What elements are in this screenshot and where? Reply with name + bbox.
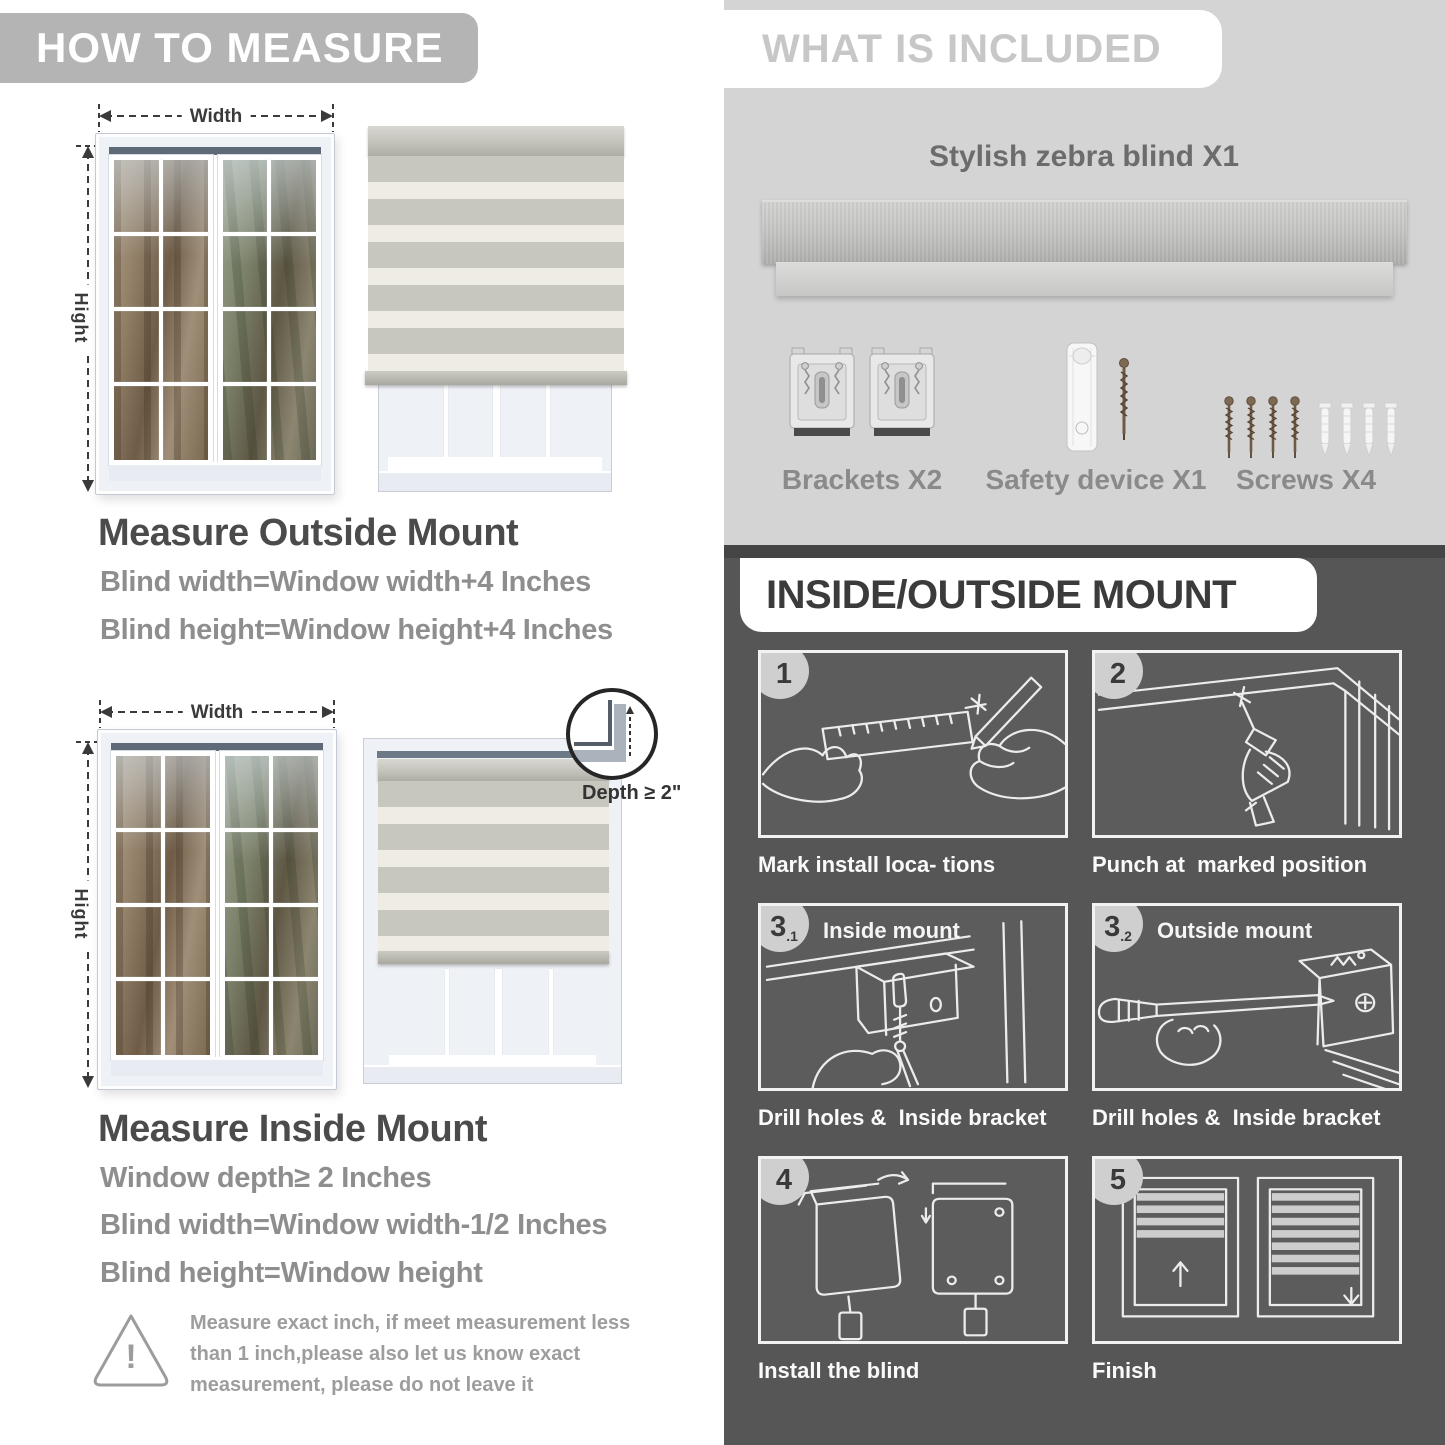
blind-headrail-inside — [378, 759, 609, 781]
step-1-caption: Mark install loca- tions — [758, 852, 996, 877]
brackets-caption: Brackets X2 — [781, 464, 943, 495]
zebra-blind-inside — [378, 781, 609, 951]
mullion — [114, 382, 208, 386]
magnifier-circle-icon — [566, 688, 658, 780]
what-is-included-title: WHAT IS INCLUDED — [762, 26, 1162, 71]
window-sill — [109, 462, 321, 481]
window-glass — [389, 969, 605, 1055]
window-sash-right — [220, 751, 324, 1060]
blind-bottomrail-inside — [378, 951, 609, 964]
step-3-1-title: Inside mount — [823, 918, 960, 943]
width-label: Width — [182, 106, 251, 128]
step-2-caption: Punch at marked position — [1092, 852, 1368, 877]
mullion — [493, 385, 500, 459]
mullion — [546, 385, 550, 459]
warning-text: Measure exact inch, if meet measurement less than 1 inch,please also let us know exact measurement, please do not leave it — [190, 1312, 631, 1396]
step-number: 5 — [1109, 1163, 1127, 1196]
measurement-warning — [90, 1308, 650, 1401]
bracket-icon — [868, 346, 936, 440]
safety-device-icon — [1060, 340, 1106, 456]
width-dimension-outside — [97, 102, 335, 134]
mullion — [495, 969, 502, 1055]
step-3-2 — [1092, 903, 1402, 1131]
frame-corner-detail-icon — [570, 692, 654, 776]
width-dimension-inside — [98, 698, 336, 730]
safety-device-caption: Safety device X1 — [985, 464, 1207, 495]
up-arrow-icon — [1173, 1262, 1187, 1286]
mullion — [116, 977, 210, 981]
window-photo-outside — [95, 133, 335, 495]
step-4 — [758, 1156, 1068, 1384]
depth-label: Depth ≥ 2" — [582, 782, 682, 804]
inside-outside-mount-section — [724, 545, 1445, 1445]
mullion — [225, 903, 319, 907]
window-sashes — [109, 155, 321, 465]
window-sash-right — [218, 155, 322, 465]
step-5-panel — [1092, 1156, 1402, 1344]
screws-and-anchors-icon — [1222, 396, 1412, 462]
step-3-1 — [758, 903, 1068, 1131]
how-to-measure-banner — [0, 13, 478, 83]
mullion — [225, 828, 319, 832]
blind-headrail-outside — [368, 126, 624, 156]
blind-bottomrail-outside — [365, 371, 627, 385]
step-number: 2 — [1109, 657, 1127, 690]
step-1-panel — [758, 650, 1068, 838]
section-divider — [724, 545, 1445, 558]
step-4-panel — [758, 1156, 1068, 1344]
mullion — [116, 903, 210, 907]
step-number: 1 — [775, 657, 793, 690]
blind-underrail-image — [776, 262, 1393, 296]
zebra-blind-outside — [368, 156, 624, 371]
window-photo-inside — [97, 729, 337, 1090]
window-sashes — [111, 751, 323, 1060]
step-5 — [1092, 1156, 1402, 1384]
window-sash-left — [109, 155, 213, 465]
window-sill — [364, 1065, 621, 1083]
how-to-measure-title: HOW TO MEASURE — [36, 24, 444, 71]
step-5-caption: Finish — [1092, 1358, 1157, 1383]
inside-mount-line1: Window depth≥ 2 Inches — [100, 1162, 432, 1194]
window-cavity — [109, 147, 321, 481]
zebra-blind-label: Stylish zebra blind X1 — [928, 140, 1240, 173]
mullion — [114, 307, 208, 311]
mullion — [223, 307, 317, 311]
screws-caption: Screws X4 — [1235, 464, 1377, 495]
window-sill — [111, 1057, 323, 1076]
step-4-caption: Install the blind — [758, 1358, 920, 1383]
step-3-1-caption: Drill holes & Inside bracket — [758, 1105, 1047, 1130]
step-3-2-caption: Drill holes & Inside bracket — [1092, 1105, 1381, 1130]
mount-title: INSIDE/OUTSIDE MOUNT — [766, 572, 1237, 617]
mullion — [223, 232, 317, 236]
window-sash-left — [111, 751, 215, 1060]
mullion — [116, 828, 210, 832]
step-2 — [1092, 650, 1402, 878]
mullion — [549, 969, 553, 1055]
mullion — [444, 385, 448, 459]
screw-icon — [1116, 358, 1132, 442]
what-is-included-banner — [724, 10, 1222, 88]
step-subnumber: .2 — [1120, 928, 1132, 944]
window-top-shadow — [109, 147, 321, 155]
step-number: 3 — [1104, 910, 1121, 943]
step-number: 3 — [770, 910, 787, 943]
step-2-panel — [1092, 650, 1402, 838]
mullion — [225, 977, 319, 981]
window-sill — [379, 471, 611, 491]
right-half — [724, 0, 1445, 1445]
outside-mount-title: Measure Outside Mount — [98, 512, 519, 554]
window-cavity — [111, 743, 323, 1076]
mullion — [223, 382, 317, 386]
inside-mount-line2: Blind width=Window width-1/2 Inches — [100, 1209, 608, 1241]
step-number: 4 — [775, 1163, 793, 1196]
down-arrow-icon — [1344, 1288, 1358, 1304]
what-is-included-section — [724, 0, 1445, 545]
mullion — [445, 969, 449, 1055]
window-top-shadow — [111, 743, 323, 751]
warning-exclamation: ! — [125, 1338, 137, 1376]
step-3-1-panel — [758, 903, 1068, 1091]
mount-banner — [740, 558, 1317, 632]
inside-mount-title: Measure Inside Mount — [98, 1108, 488, 1150]
step-3-2-title: Outside mount — [1157, 918, 1313, 943]
step-1 — [758, 650, 1068, 878]
height-label: Hight — [70, 881, 91, 948]
inside-mount-line3: Blind height=Window height — [100, 1257, 483, 1289]
step-3-2-panel — [1092, 903, 1402, 1091]
outside-mount-line1: Blind width=Window width+4 Inches — [100, 566, 591, 598]
width-label: Width — [183, 702, 252, 724]
blind-headrail-image — [762, 200, 1407, 264]
height-label: Hight — [70, 285, 91, 352]
mullion — [114, 232, 208, 236]
warning-triangle-icon — [90, 1308, 172, 1394]
window-glass — [388, 385, 602, 459]
step-subnumber: .1 — [786, 928, 798, 944]
bracket-icon — [788, 346, 856, 440]
outside-mount-line2: Blind height=Window height+4 Inches — [100, 614, 613, 646]
